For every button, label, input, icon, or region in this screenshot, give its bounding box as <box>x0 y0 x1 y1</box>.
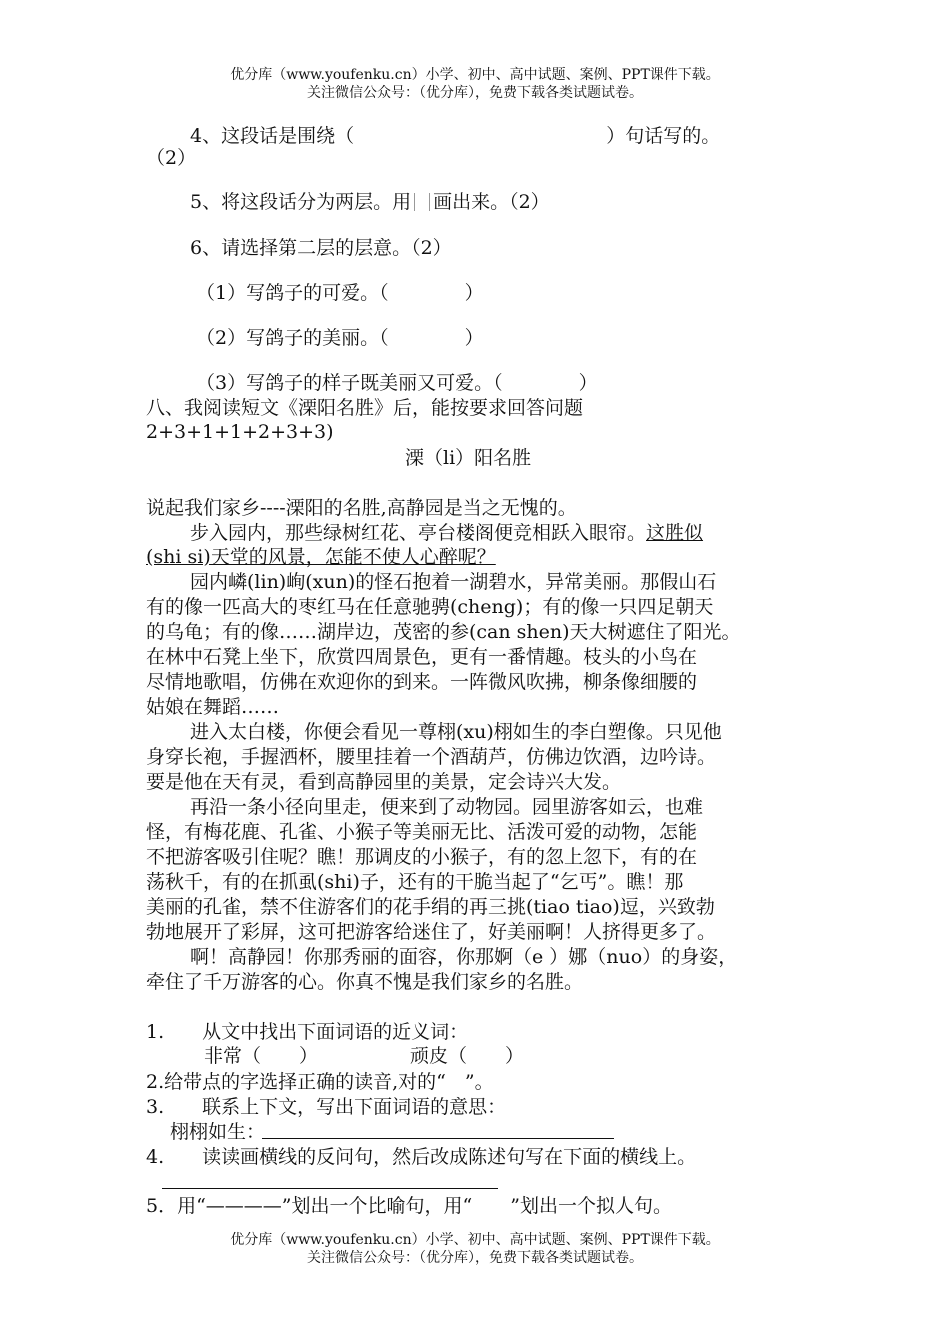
passage-paragraph-3-line-1: 园内嶙(lin)峋(xun)的怪石抱着一湖碧水，异常美丽。那假山石 <box>190 571 717 593</box>
exercise-2: 2.给带点的字选择正确的读音,对的“ ”。 <box>146 1071 494 1093</box>
question-4-score: （2） <box>146 147 197 169</box>
option-3: （3）写鸽子的样子既美丽又可爱。（ ） <box>196 372 598 394</box>
answer-line-3[interactable] <box>262 1138 614 1139</box>
footer-line-2: 关注微信公众号：（优分库），免费下载各类试题试卷。 <box>307 1250 643 1266</box>
exercise-3: 3. 联系上下文，写出下面词语的意思： <box>146 1096 507 1118</box>
exercise-5: 5．用“————”划出一个比喻句，用“ ”划出一个拟人句。 <box>146 1195 672 1217</box>
exercise-3-word: 栩栩如生： <box>170 1121 266 1143</box>
footer-line-1: 优分库（www.youfenku.cn）小学、初中、高中试题、案例、PPT课件下载。 <box>230 1232 720 1248</box>
option-2: （2）写鸽子的美丽。（ ） <box>196 327 484 349</box>
passage-paragraph-4-line-2: 身穿长袍，手握洒杯，腰里挂着一个酒葫芦，仿佛边饮酒，边吟诗。 <box>146 746 717 768</box>
header-line-2: 关注微信公众号：（优分库），免费下载各类试题试卷。 <box>307 85 643 101</box>
question-4-right: ）句话写的。 <box>606 125 721 147</box>
question-6: 6、请选择第二层的层意。（2） <box>190 237 452 259</box>
question-5 <box>190 190 550 214</box>
passage-title: 溧（li）阳名胜 <box>405 447 532 469</box>
passage-paragraph-1: 说起我们家乡----溧阳的名胜,高静园是当之无愧的。 <box>146 497 577 519</box>
passage-paragraph-2-line-2: (shi si)天堂的风景，怎能不使人心醉呢？ <box>146 546 496 568</box>
passage-paragraph-5-line-4: 荡秋千，有的在抓虱(shi)子，还有的干脆当起了“乞丐”。瞧！那 <box>146 871 684 893</box>
underlined-question: 这胜似 <box>646 522 704 544</box>
question-5-left: 5、将这段话分为两层。用 <box>190 191 412 213</box>
passage-paragraph-3-line-3: 的乌龟；有的像……湖岸边，茂密的参(can shen)天大树遮住了阳光。 <box>146 621 741 643</box>
question-5-right: 画出来。（2） <box>433 191 550 213</box>
passage-paragraph-5-line-5: 美丽的孔雀，禁不住游客们的花手绢的再三挑(tiao tiao)逗，兴致勃 <box>146 896 715 918</box>
passage-paragraph-3-line-5: 尽情地歌唱，仿佛在欢迎你的到来。一阵微风吹拂，柳条像细腰的 <box>146 671 698 693</box>
answer-line-4[interactable] <box>162 1188 498 1189</box>
passage-text: 步入园内，那些绿树红花、亭台楼阁便竞相跃入眼帘。 <box>190 522 647 544</box>
exercise-4: 4. 读读画横线的反问句，然后改成陈述句写在下面的横线上。 <box>146 1146 697 1168</box>
passage-paragraph-4-line-3: 要是他在天有灵，看到高静园里的美景，定会诗兴大发。 <box>146 771 622 793</box>
passage-paragraph-2-line-1 <box>190 521 703 545</box>
header-line-1: 优分库（www.youfenku.cn）小学、初中、高中试题、案例、PPT课件下载。 <box>230 67 720 83</box>
passage-paragraph-3-line-4: 在林中石凳上坐下，欣赏四周景色，更有一番情趣。枝头的小鸟在 <box>146 646 698 668</box>
passage-paragraph-3-line-6: 姑娘在舞蹈…… <box>146 696 280 718</box>
divider-marks-icon <box>414 193 430 211</box>
section-8-heading: 八、我阅读短文《溧阳名胜》后，能按要求回答问题 <box>146 397 584 419</box>
passage-paragraph-4-line-1: 进入太白楼，你便会看见一尊栩(xu)栩如生的李白塑像。只见他 <box>190 721 722 743</box>
passage-paragraph-6-line-1: 啊！高静园！你那秀丽的面容，你那婀（e ）娜（nuo）的身姿， <box>190 946 738 968</box>
passage-paragraph-6-line-2: 牵住了千万游客的心。你真不愧是我们家乡的名胜。 <box>146 971 584 993</box>
passage-paragraph-5-line-6: 勃地展开了彩屏，这可把游客给迷住了，好美丽啊！人挤得更多了。 <box>146 921 717 943</box>
question-4 <box>190 124 720 148</box>
section-8-score: 2+3+1+1+2+3+3) <box>146 421 334 443</box>
exercise-1: 1. 从文中找出下面词语的近义词： <box>146 1021 469 1043</box>
question-4-left: 4、这段话是围绕（ <box>190 125 355 147</box>
option-1: （1）写鸽子的可爱。（ ） <box>196 282 484 304</box>
passage-paragraph-3-line-2: 有的像一匹高大的枣红马在任意驰骋(cheng)；有的像一只四足朝天 <box>146 596 714 618</box>
passage-paragraph-5-line-2: 怪，有梅花鹿、孔雀、小猴子等美丽无比、活泼可爱的动物，怎能 <box>146 821 698 843</box>
exercise-1-word-1: 非常（ ） <box>204 1045 319 1067</box>
exercise-1-word-2: 顽皮（ ） <box>410 1045 525 1067</box>
passage-paragraph-5-line-3: 不把游客吸引住呢？瞧！那调皮的小猴子，有的忽上忽下，有的在 <box>146 846 698 868</box>
passage-paragraph-5-line-1: 再沿一条小径向里走，便来到了动物园。园里游客如云，也难 <box>190 796 704 818</box>
